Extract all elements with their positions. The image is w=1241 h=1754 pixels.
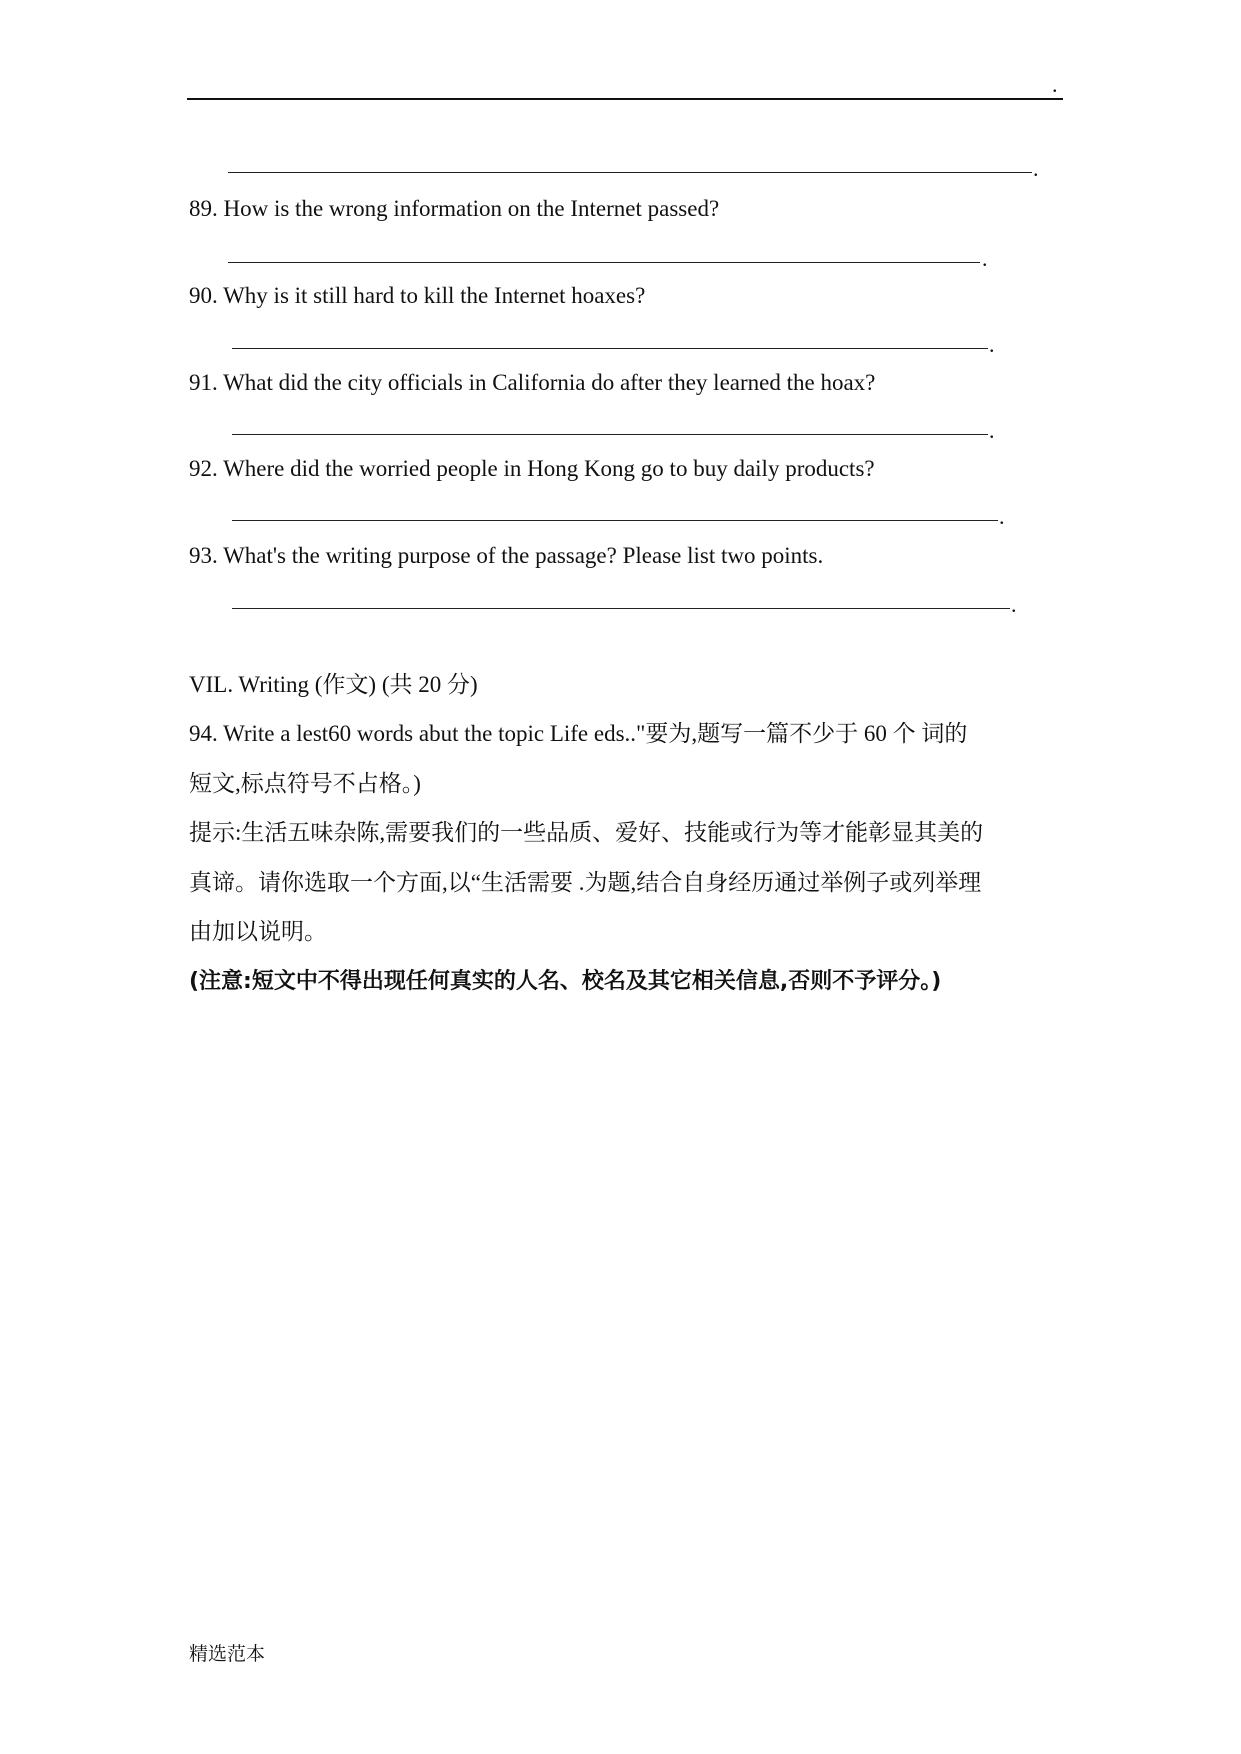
question-number: 89. bbox=[189, 196, 218, 221]
question-number: 90. bbox=[189, 283, 218, 308]
answer-period-91: . bbox=[989, 418, 995, 443]
writing-hint-line-3: 由加以说明。 bbox=[189, 919, 327, 944]
answer-line-92[interactable] bbox=[232, 520, 998, 521]
question-90 bbox=[189, 281, 645, 311]
writing-hint-line-2: 真谛。请你选取一个方面,以“生活需要 .为题,结合自身经历通过举例子或列举理 bbox=[189, 870, 982, 895]
answer-period-93: . bbox=[1011, 592, 1017, 617]
answer-period-89: . bbox=[982, 246, 988, 271]
question-number: 92. bbox=[189, 456, 218, 481]
answer-line-88 bbox=[228, 172, 1032, 173]
answer-period-88: . bbox=[1033, 156, 1039, 181]
question-text: What's the writing purpose of the passage? Please list two points. bbox=[223, 543, 824, 568]
answer-line-91[interactable] bbox=[232, 434, 988, 435]
answer-line-93[interactable] bbox=[232, 608, 1010, 609]
question-89 bbox=[189, 194, 719, 224]
question-91 bbox=[189, 368, 875, 398]
question-text: How is the wrong information on the Internet passed? bbox=[223, 196, 720, 221]
question-text: Where did the worried people in Hong Kong go to buy daily products? bbox=[223, 456, 875, 481]
writing-section-title: VIL. Writing (作文) (共 20 分) bbox=[189, 672, 478, 697]
writing-prompt-line-2: 短文,标点符号不占格。) bbox=[189, 771, 421, 796]
footer-label: 精选范本 bbox=[189, 1643, 266, 1665]
question-number: 93. bbox=[189, 543, 218, 568]
header-dot: . bbox=[1052, 72, 1058, 97]
question-92 bbox=[189, 454, 875, 484]
answer-period-92: . bbox=[999, 504, 1005, 529]
question-text: Why is it still hard to kill the Internet hoaxes? bbox=[223, 283, 646, 308]
answer-line-89[interactable] bbox=[228, 262, 980, 263]
answer-line-90[interactable] bbox=[232, 348, 988, 349]
writing-note: (注意:短文中不得出现任何真实的人名、校名及其它相关信息,否则不予评分。) bbox=[189, 969, 942, 994]
question-93 bbox=[189, 541, 823, 571]
question-number: 91. bbox=[189, 370, 218, 395]
header-rule bbox=[187, 98, 1063, 100]
question-text: What did the city officials in California do after they learned the hoax? bbox=[223, 370, 876, 395]
answer-period-90: . bbox=[989, 332, 995, 357]
writing-hint-line-1: 提示:生活五味杂陈,需要我们的一些品质、爱好、技能或行为等才能彰显其美的 bbox=[189, 820, 984, 845]
writing-prompt-line-1: 94. Write a lest60 words abut the topic Life eds.."要为,题写一篇不少于 60 个 词的 bbox=[189, 721, 968, 746]
